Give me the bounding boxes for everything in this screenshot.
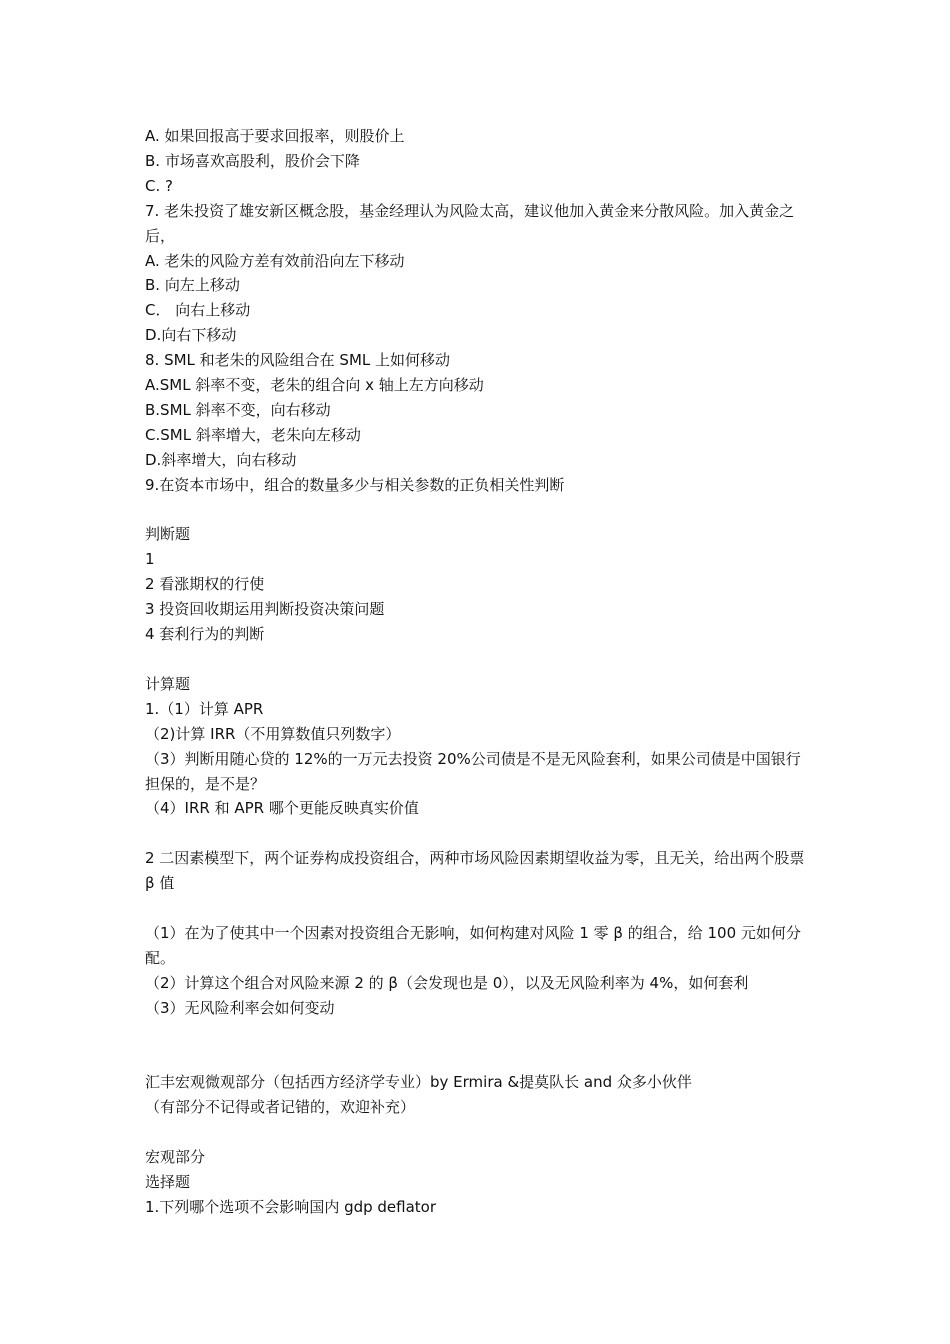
judgment-item-4: 4 套利行为的判断 xyxy=(145,625,265,644)
judgment-item-1: 1 xyxy=(145,550,155,569)
section-heading-calculation: 计算题 xyxy=(145,674,191,693)
calc-1-part-2: （2)计算 IRR（不用算数值只列数字） xyxy=(145,724,401,743)
q7-option-d: D.向右下移动 xyxy=(145,326,237,345)
calc-2-part-2: （2）计算这个组合对风险来源 2 的 β（会发现也是 0），以及无风险利率为 4%，如何套利 xyxy=(145,973,749,992)
calc-2-part-1: （1）在为了使其中一个因素对投资组合无影响，如何构建对风险 1 零 β 的组合，给 100 元如何分配。 xyxy=(145,923,801,967)
q7-option-a: A. 老朱的风险方差有效前沿向左下移动 xyxy=(145,251,405,270)
q8-option-c: C.SML 斜率增大，老朱向左移动 xyxy=(145,425,361,444)
option-c: C. ? xyxy=(145,176,173,195)
option-b: B. 市场喜欢高股利，股价会下降 xyxy=(145,151,360,170)
calc-1-part-1: 1.（1）计算 APR xyxy=(145,699,264,718)
q8-option-b: B.SML 斜率不变，向右移动 xyxy=(145,400,331,419)
blank-line xyxy=(145,1021,815,1046)
blank-line xyxy=(145,1045,815,1070)
question-9: 9.在资本市场中，组合的数量多少与相关参数的正负相关性判断 xyxy=(145,475,565,494)
hsbc-section-title: 汇丰宏观微观部分（包括西方经济学专业）by Ermira &提莫队长 and 众多小伙伴 xyxy=(145,1073,692,1092)
calc-2-intro: 2 二因素模型下，两个证券构成投资组合，两种市场风险因素期望收益为零，且无关，给出两个股票 β 值 xyxy=(145,849,805,893)
q8-option-a: A.SML 斜率不变，老朱的组合向 x 轴上左方向移动 xyxy=(145,376,484,395)
q7-option-c: C． 向右上移动 xyxy=(145,301,251,320)
blank-line xyxy=(145,1120,815,1145)
question-8: 8. SML 和老朱的风险组合在 SML 上如何移动 xyxy=(145,351,451,370)
blank-line xyxy=(145,498,815,523)
hsbc-section-note: （有部分不记得或者记错的，欢迎补充） xyxy=(145,1098,416,1117)
q8-option-d: D.斜率增大，向右移动 xyxy=(145,450,297,469)
blank-line xyxy=(145,896,815,921)
calc-1-part-4: （4）IRR 和 APR 哪个更能反映真实价值 xyxy=(145,799,419,818)
judgment-item-2: 2 看涨期权的行使 xyxy=(145,575,265,594)
calc-2-part-3: （3）无风险利率会如何变动 xyxy=(145,998,335,1017)
calc-1-part-3: （3）判断用随心贷的 12%的一万元去投资 20%公司债是不是无风险套利，如果公司债是中国银行担保的，是不是？ xyxy=(145,749,801,793)
option-a: A. 如果回报高于要求回报率，则股价上 xyxy=(145,127,405,145)
blank-line xyxy=(145,821,815,846)
document-body xyxy=(145,124,815,1220)
judgment-item-3: 3 投资回收期运用判断投资决策问题 xyxy=(145,600,385,619)
q7-option-b: B. 向左上移动 xyxy=(145,276,240,295)
section-heading-judgment: 判断题 xyxy=(145,525,191,544)
macro-section-heading: 宏观部分 xyxy=(145,1148,206,1167)
multiple-choice-heading: 选择题 xyxy=(145,1172,191,1191)
blank-line xyxy=(145,647,815,672)
macro-question-1: 1.下列哪个选项不会影响国内 gdp deflator xyxy=(145,1197,437,1216)
question-7: 7. 老朱投资了雄安新区概念股，基金经理认为风险太高，建议他加入黄金来分散风险。加入黄金之后， xyxy=(145,201,795,245)
